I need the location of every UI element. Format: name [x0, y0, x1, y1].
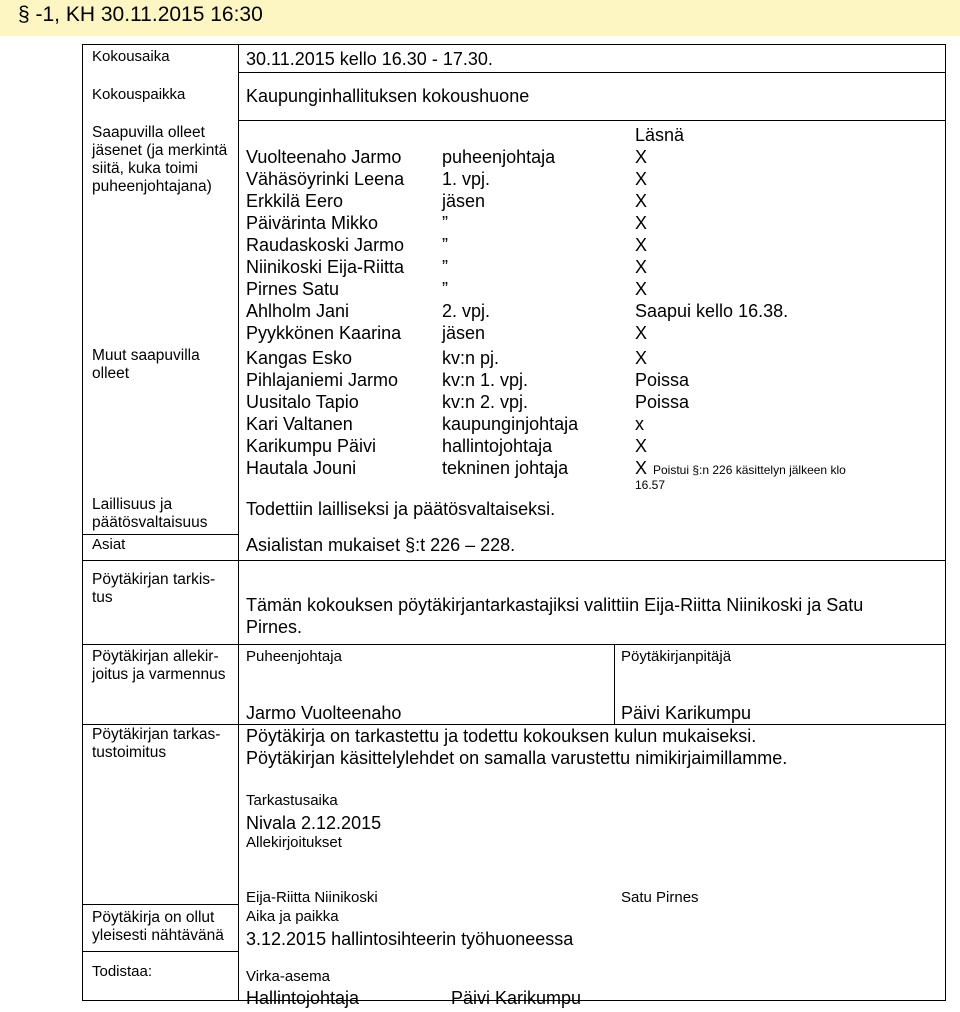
verification-label: Pöytäkirjan tarkas-tustoimitus — [92, 726, 221, 761]
other-role: kv:n 2. vpj. — [442, 392, 529, 412]
member-status: X — [635, 279, 648, 299]
signature-divider — [614, 644, 615, 724]
member-role: ” — [442, 213, 448, 233]
verification-text-2: Pöytäkirjan käsittelylehdet on samalla varustettu nimikirjaimillamme. — [246, 748, 788, 768]
member-role: puheenjohtaja — [442, 147, 556, 167]
member-name: Vähäsöyrinki Leena — [246, 169, 405, 189]
chair-name: Jarmo Vuolteenaho — [246, 703, 402, 723]
public-place-label: Aika ja paikka — [246, 908, 339, 925]
member-status: X — [635, 235, 648, 255]
frame-top-line — [82, 44, 946, 45]
member-name: Niinikoski Eija-Riitta — [246, 257, 405, 277]
signer-1: Eija-Riitta Niinikoski — [246, 889, 378, 906]
member-name: Vuolteenaho Jarmo — [246, 147, 402, 167]
member-name: Erkkilä Eero — [246, 191, 344, 211]
legality-value: Todettiin lailliseksi ja päätösvaltaiseksi. — [246, 499, 556, 519]
row-line — [238, 644, 946, 645]
member-status: X — [635, 191, 648, 211]
document-header: § -1, KH 30.11.2015 16:30 — [18, 3, 263, 26]
other-name: Uusitalo Tapio — [246, 392, 359, 412]
others-label: Muut saapuvilla olleet — [92, 347, 200, 382]
member-role: jäsen — [442, 323, 486, 343]
member-name: Pyykkönen Kaarina — [246, 323, 402, 343]
certifier-name: Päivi Karikumpu — [451, 988, 582, 1008]
position-value: Hallintojohtaja — [246, 988, 360, 1008]
member-name: Ahlholm Jani — [246, 301, 350, 321]
present-header: Läsnä — [635, 125, 685, 145]
inspection-time-label: Tarkastusaika — [246, 792, 338, 809]
frame-right-line — [945, 44, 946, 1001]
other-status: X — [635, 458, 648, 478]
secretary-label: Pöytäkirjanpitäjä — [621, 648, 732, 665]
legality-label: Laillisuus ja päätösvaltaisuus — [92, 496, 208, 531]
other-status: Poissa — [635, 392, 690, 412]
other-role: tekninen johtaja — [442, 458, 569, 478]
certify-label: Todistaa: — [92, 963, 153, 980]
row-line — [82, 724, 238, 725]
chair-label: Puheenjohtaja — [246, 648, 342, 665]
member-name: Raudaskoski Jarmo — [246, 235, 405, 255]
frame-left-line — [82, 44, 83, 1001]
other-role: kv:n pj. — [442, 348, 500, 368]
other-role: kaupunginjohtaja — [442, 414, 579, 434]
meeting-time-value: 30.11.2015 kello 16.30 - 17.30. — [246, 49, 493, 69]
other-status: x — [635, 414, 644, 434]
secretary-name: Päivi Karikumpu — [621, 703, 752, 723]
member-role: jäsen — [442, 191, 486, 211]
other-status: Poissa — [635, 370, 690, 390]
position-label: Virka-asema — [246, 968, 330, 985]
row-line — [238, 120, 946, 121]
other-note: Poistui §:n 226 käsittelyn jälkeen klo 16.57 — [635, 463, 846, 492]
member-role: ” — [442, 235, 448, 255]
row-line — [82, 560, 946, 561]
member-name: Pirnes Satu — [246, 279, 340, 299]
member-role: ” — [442, 279, 448, 299]
meeting-place-label: Kokouspaikka — [92, 86, 186, 103]
other-name: Kangas Esko — [246, 348, 353, 368]
public-display-label: Pöytäkirja on ollut yleisesti nähtävänä — [92, 909, 224, 944]
member-status: X — [635, 169, 648, 189]
attendance-label: Saapuvilla olleet jäsenet (ja merkintä siitä, kuka toimi puheenjohtajana) — [92, 124, 228, 195]
inspection-value: Tämän kokouksen pöytäkirjantarkastajiksi valittiin Eija-Riitta Niinikoski ja Satu Pirnes. — [246, 595, 864, 637]
member-status: X — [635, 323, 648, 343]
meeting-place-value: Kaupunginhallituksen kokoushuone — [246, 86, 530, 106]
row-line — [82, 644, 238, 645]
other-name: Hautala Jouni — [246, 458, 357, 478]
matters-value: Asialistan mukaiset §:t 226 – 228. — [246, 535, 516, 555]
signing-label: Pöytäkirjan allekir-joitus ja varmennus — [92, 648, 226, 683]
other-role: hallintojohtaja — [442, 436, 553, 456]
other-role: kv:n 1. vpj. — [442, 370, 529, 390]
row-line — [82, 534, 238, 535]
member-status: X — [635, 257, 648, 277]
row-line — [82, 951, 238, 952]
signatures-label: Allekirjoitukset — [246, 834, 342, 851]
member-status: X — [635, 213, 648, 233]
row-line — [82, 904, 238, 905]
other-status: X — [635, 348, 648, 368]
meeting-time-label: Kokousaika — [92, 48, 170, 65]
column-divider — [238, 44, 239, 1001]
other-name: Pihlajaniemi Jarmo — [246, 370, 399, 390]
member-role: 1. vpj. — [442, 169, 491, 189]
inspection-time-value: Nivala 2.12.2015 — [246, 813, 382, 833]
signer-2: Satu Pirnes — [621, 889, 699, 906]
other-name: Karikumpu Päivi — [246, 436, 377, 456]
member-status: X — [635, 147, 648, 167]
other-name: Kari Valtanen — [246, 414, 353, 434]
other-status: X — [635, 436, 648, 456]
member-role: 2. vpj. — [442, 301, 491, 321]
row-line — [238, 72, 946, 73]
matters-label: Asiat — [92, 536, 126, 553]
inspection-label: Pöytäkirjan tarkis-tus — [92, 571, 216, 606]
member-status: Saapui kello 16.38. — [635, 301, 789, 321]
public-place-value: 3.12.2015 hallintosihteerin työhuoneessa — [246, 929, 574, 949]
member-name: Päivärinta Mikko — [246, 213, 379, 233]
verification-text-1: Pöytäkirja on tarkastettu ja todettu kokouksen kulun mukaiseksi. — [246, 726, 757, 746]
member-role: ” — [442, 257, 448, 277]
